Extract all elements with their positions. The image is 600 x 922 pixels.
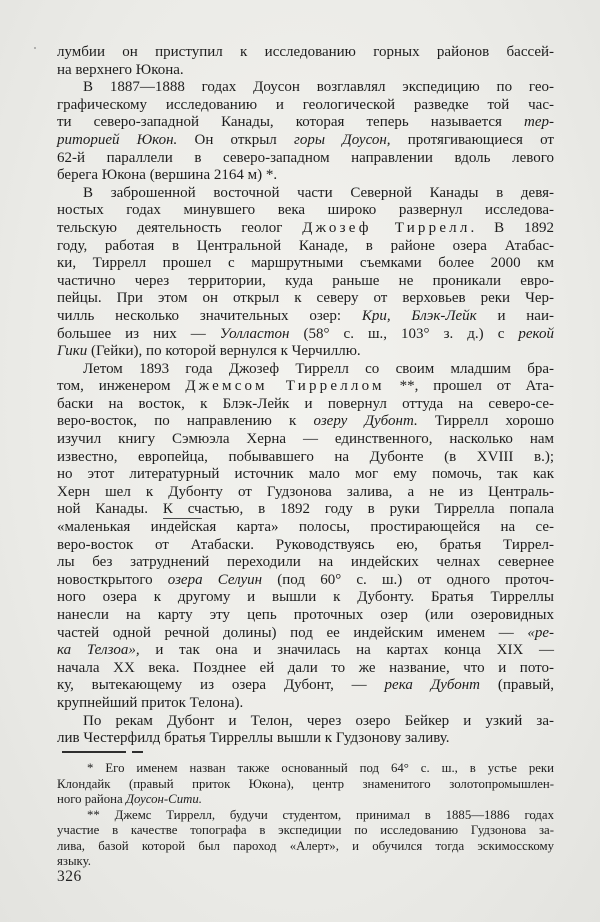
text-segment: река Дубонт (384, 677, 481, 694)
text-line (57, 449, 554, 467)
text-line (57, 290, 554, 308)
text-segment: ной Канады. (57, 501, 163, 518)
text-segment: (Гейки), по которой вернулся к Черчиллю. (87, 343, 361, 360)
text-segment: большее из них — (57, 325, 220, 342)
text-segment: новосткрытого (57, 571, 168, 588)
paragraph (57, 713, 554, 748)
text-line (57, 396, 554, 414)
text-line (57, 185, 554, 203)
text-line (57, 273, 554, 291)
text-segment: рекой (518, 325, 554, 342)
scan-speck (34, 47, 36, 49)
text-line (57, 808, 554, 824)
text-segment: изучил книгу Сэмюэла Херна — единственного, насколько нам (57, 431, 554, 448)
footnote-separator-dash (132, 751, 143, 753)
text-segment: лы без затруднений переходили на индейских челнах севернее (57, 554, 554, 571)
text-line (57, 823, 554, 839)
text-segment: лива, базой которой был пароход «Алерт», и обучился тогда эскимосскому (57, 838, 554, 853)
text-segment: Джозеф Тиррелл (302, 219, 471, 236)
text-line (57, 114, 554, 132)
text-line (57, 854, 554, 870)
text-segment: ностых годах минувшего века широко развернул исследова- (57, 202, 554, 219)
text-line (57, 554, 554, 572)
text-line (57, 413, 554, 431)
text-segment: (под 60° с. ш.) от одного проточ- (262, 571, 554, 588)
paragraph (57, 361, 554, 713)
text-line (57, 660, 554, 678)
paragraph (57, 185, 554, 361)
text-segment: тельскую деятельность геолог (57, 219, 303, 236)
text-segment: Тиррелл хорошо (417, 413, 554, 430)
text-line (57, 777, 554, 793)
text-segment: Гики (57, 343, 88, 360)
text-segment: Херн шел к Дубонту от Гудзонова залива, а не из Централь- (57, 483, 554, 500)
text-line (57, 625, 554, 643)
text-line (57, 642, 554, 660)
text-line (57, 343, 554, 361)
text-line (57, 361, 554, 379)
text-segment: графическому исследованию и геологической разведке той час- (57, 96, 554, 113)
text-segment: Джемсом Тирреллом (185, 378, 385, 395)
text-line (57, 537, 554, 555)
text-line (57, 839, 554, 855)
body-text (57, 44, 554, 748)
text-segment: нанесли на карту эту цепь проточных озер (или озеровидных (57, 607, 554, 623)
text-line (57, 378, 554, 396)
text-line (57, 238, 554, 256)
text-line (57, 220, 554, 238)
text-line (57, 484, 554, 502)
text-segment: По рекам Дубонт и Телон, через озеро Бейкер и узкий за- (83, 712, 554, 729)
text-line (57, 150, 554, 168)
text-segment: но этот литературный источник мало мог ему помочь, так как (57, 466, 554, 483)
text-line (57, 466, 554, 484)
text-line (57, 62, 554, 80)
text-segment: известно, европейца, побывавшего на Дубонте (в XVIII в.); (57, 448, 554, 465)
text-line (57, 308, 554, 326)
text-segment: * Его именем назван также основанный под 64° с. ш., в устье реки (87, 761, 554, 775)
page-number: 326 (57, 868, 82, 885)
paragraph (57, 808, 554, 870)
text-line (57, 97, 554, 115)
text-segment: ти северо-западной Канады, которая теперь называется (57, 114, 524, 131)
text-segment: языку. (57, 854, 91, 868)
text-segment: Уолластон (219, 325, 290, 342)
text-segment: чилль несколько значительных озер: (57, 307, 362, 324)
footnote-separator (62, 751, 143, 753)
text-segment: берега Юкона (вершина 2164 м) *. (57, 167, 278, 184)
text-line (57, 132, 554, 150)
text-segment: Доусон-Сити. (125, 792, 202, 806)
text-segment: астью, в 1892 году в руки Тиррелла попала (201, 501, 554, 518)
text-line (57, 730, 554, 748)
text-segment: тер- (524, 114, 554, 131)
footnotes (57, 761, 554, 870)
text-line (57, 255, 554, 273)
text-segment: горы Доусон, (293, 131, 391, 148)
text-segment: году, работая в Центральной Канаде, в районе озера Атабас- (57, 237, 554, 254)
text-line (57, 607, 554, 625)
text-segment: веро-восток, по направлению к (57, 413, 314, 430)
text-line (57, 761, 554, 777)
text-line (57, 572, 554, 590)
text-segment: В заброшенной восточной части Северной Канады в девя- (83, 184, 554, 201)
text-line (57, 167, 554, 185)
text-line (57, 695, 554, 713)
text-segment: ка Телзоа», (57, 642, 140, 659)
footnote-separator-line (62, 751, 126, 753)
text-segment: баски на восток, к Блэк-Лейк и повернул оттуда на северо-се- (57, 395, 554, 412)
text-segment: ного озера к другому и вышли к Дубонту. Братья Тирреллы (57, 589, 554, 606)
text-segment: участие в качестве топографа в экспедиции по исследованию Гудзонова за- (57, 823, 554, 837)
text-segment: начала XX века. Позднее ей дали то же название, что и пото- (57, 659, 554, 676)
text-segment: пейцы. При этом он открыл к северу от верховьев реки Чер- (57, 290, 554, 307)
text-segment: **, прошел от Ата- (384, 378, 554, 395)
text-segment: «ре- (527, 624, 554, 641)
text-segment: протягивающиеся от (390, 131, 554, 148)
paragraph (57, 761, 554, 808)
text-line (57, 431, 554, 449)
text-segment: риторией Юкон. (57, 131, 178, 148)
text-line (57, 589, 554, 607)
text-segment: озеру Дубонт. (313, 413, 418, 430)
text-line (57, 713, 554, 731)
text-segment: лив Честерфилд братья Тирреллы вышли к Гудзонову заливу. (57, 730, 450, 747)
text-segment: частей одной речной долины) под ее индейским именем — (57, 624, 528, 641)
text-segment: ку, вытекающему из озера Дубонт, — (57, 677, 385, 694)
text-segment: частично через территории, куда раньше не проникали евро- (57, 272, 554, 289)
text-segment: лумбии он приступил к исследованию горных районов бассей- (57, 44, 554, 60)
text-line (57, 677, 554, 695)
text-segment: веро-восток от Атабаски. Руководствуясь ею, братья Тиррел- (57, 536, 554, 553)
text-segment: В 1887—1888 годах Доусон возглавлял экспедицию по гео- (83, 79, 554, 96)
text-segment: «маленькая индейская карта» полосы, простирающейся на се- (57, 519, 554, 536)
paragraph (57, 79, 554, 185)
text-segment: ** Джемс Тиррелл, будучи студентом, принимал в 1885—1886 годах (87, 807, 554, 822)
text-segment: ки, Тиррелл прошел с маршрутными съемками более 2000 км (57, 255, 554, 272)
text-segment: и наи- (476, 307, 554, 324)
text-segment: и так она и значилась на картах конца XIX — (139, 642, 554, 659)
text-segment: крупнейший приток Телона). (57, 694, 244, 711)
text-segment: озера Селуин (167, 571, 263, 588)
text-line (57, 792, 554, 808)
text-segment: ного района (57, 792, 126, 806)
text-segment: Он открыл (177, 131, 294, 148)
paragraph (57, 44, 554, 79)
text-line (57, 79, 554, 97)
text-line (57, 44, 554, 62)
text-segment: на верхнего Юкона. (57, 61, 184, 78)
text-segment: (правый, (480, 677, 554, 694)
text-segment: 62-й параллели в северо-западном направлении вдоль левого (57, 149, 554, 166)
text-segment: Кри, Блэк-Лейк (361, 307, 477, 324)
text-line (57, 326, 554, 344)
text-segment: том, инженером (57, 378, 186, 395)
text-segment: . В 1892 (470, 219, 554, 236)
text-line (57, 519, 554, 537)
text-segment: Клондайк (правый приток Юкона), центр знаменитого золотопромышлен- (57, 776, 554, 791)
text-segment: Летом 1893 года Джозеф Тиррелл со своим младшим бра- (83, 360, 554, 377)
text-line (57, 501, 554, 519)
text-segment: (58° с. ш., 103° з. д.) с (289, 325, 519, 342)
text-line (57, 202, 554, 220)
text-segment: К сч (162, 501, 202, 518)
